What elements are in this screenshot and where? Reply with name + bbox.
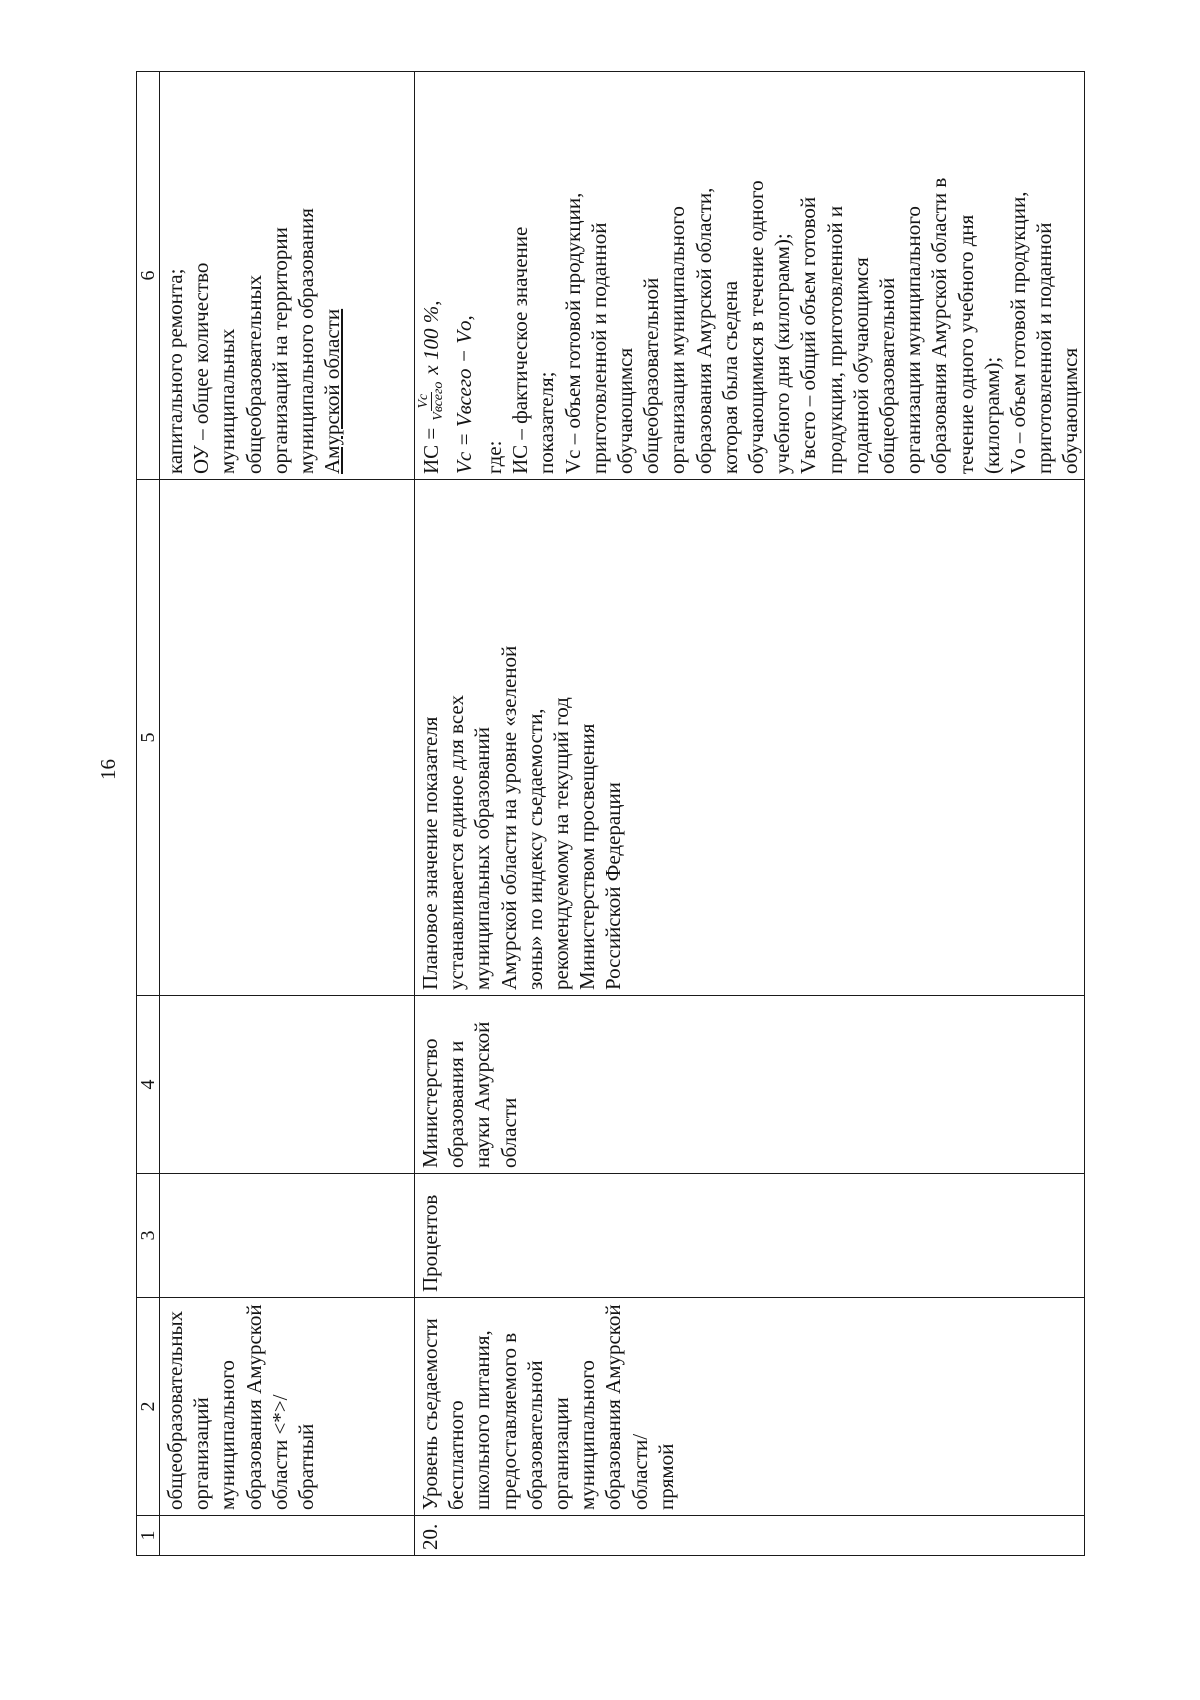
cell-number-empty [160, 1516, 415, 1556]
text-line: Vо – объем готовой продукции, [1006, 191, 1031, 474]
text-line: Плановое значение показателя [418, 716, 442, 990]
indicators-table [136, 71, 1085, 1556]
text-line: поданной обучающимся [848, 257, 873, 474]
text-line: ОУ – общее количество [189, 262, 214, 474]
formula-fraction [417, 380, 446, 423]
text-line: обучающимися в течение одного [744, 180, 769, 474]
formula-line-2: Vc = Vвсего − Vо, [452, 315, 476, 474]
text-line: которая была съедена [717, 280, 742, 474]
formula-lhs: ИС = [419, 427, 443, 474]
text-line: Министерством просвещения [575, 723, 600, 990]
column-number-4: 4 [137, 996, 160, 1174]
text-line: Vвсего – общий объем готовой [796, 196, 821, 474]
column-number-row [137, 72, 160, 1556]
text-line: бесплатного [444, 1400, 469, 1510]
text-line: организации муниципального [665, 206, 690, 474]
text-line: организаций [189, 1397, 214, 1510]
text-line: общеобразовательной [875, 277, 900, 474]
cell-indicator-name [415, 1298, 1085, 1516]
column-number-2: 2 [137, 1298, 160, 1516]
text-line: приготовленной и поданной [586, 222, 611, 474]
text-line: Амурской области [320, 308, 345, 474]
text-line: капитального ремонта; [163, 268, 187, 474]
text-line: общеобразовательных [163, 1310, 187, 1510]
text-line: организации [549, 1397, 574, 1510]
text-line: рекомендуемому на текущий год [549, 697, 574, 990]
text-line: Российской Федерации [601, 782, 626, 990]
text-line: устанавливается единое для всех [444, 695, 469, 990]
text-line: муниципальных [215, 328, 240, 474]
text-line: Уровень съедаемости [418, 1318, 442, 1510]
text-line: образования Амурской области в [927, 177, 952, 474]
row-number: 20. [415, 1516, 1085, 1556]
formula-rhs: x 100 %, [419, 300, 443, 375]
text-line: образования и [444, 1040, 469, 1168]
table-row-20 [415, 72, 1085, 1556]
text-line: ИС – фактическое значение [508, 226, 533, 474]
formula-index [417, 301, 446, 475]
formula-denominator: Vвсего [431, 381, 446, 421]
text-line: науки Амурской [470, 1021, 495, 1168]
text-line: образования Амурской [241, 1304, 266, 1510]
text-line: показателя; [534, 371, 559, 474]
text-line: Vc – объем готовой продукции, [560, 192, 585, 474]
text-line: муниципального образования [294, 208, 319, 474]
text-line: учебного дня (килограмм); [770, 233, 795, 474]
column-number-1: 1 [137, 1516, 160, 1556]
text-line: образования Амурской [601, 1304, 626, 1510]
column-number-3: 3 [137, 1174, 160, 1298]
table-row-continuation [160, 72, 415, 1556]
cell-unit: Процентов [415, 1174, 1085, 1298]
text-line: где: [482, 440, 506, 474]
text-line: прямой [653, 1443, 678, 1510]
cell-responsible [415, 996, 1085, 1174]
text-line: продукции, приготовленной и [822, 205, 847, 474]
text-line: предоставляемого в [496, 1332, 521, 1510]
text-line: (килограмм); [979, 356, 1004, 474]
text-line: муниципального [575, 1360, 600, 1510]
formula-line-1 [417, 77, 451, 474]
cell-indicator-continuation [160, 1298, 415, 1516]
text-line: Амурской области на уровне «зеленой [496, 645, 521, 990]
cell-responsible-empty [160, 996, 415, 1174]
text-line: общеобразовательных [241, 274, 266, 474]
text-line: муниципального [215, 1360, 240, 1510]
rotated-table-wrapper [136, 72, 1083, 1556]
column-number-6: 6 [137, 72, 160, 480]
text-line: Министерство [418, 1038, 442, 1168]
text-line: области [496, 1097, 521, 1168]
cell-plan-empty [160, 480, 415, 996]
text-line: образования Амурской области, [691, 187, 716, 474]
text-line: зоны» по индексу съедаемости, [522, 708, 547, 990]
column-number-5: 5 [137, 480, 160, 996]
text-line: общеобразовательной [639, 277, 664, 474]
text-line: области <*>/ [267, 1394, 292, 1510]
cell-calculation-method [415, 72, 1085, 480]
text-line: организации муниципального [901, 206, 926, 474]
text-line: школьного питания, [470, 1330, 495, 1510]
text-line: обучающимся [1058, 347, 1083, 474]
text-line: муниципальных образований [470, 727, 495, 990]
cell-unit-empty [160, 1174, 415, 1298]
cell-plan-value [415, 480, 1085, 996]
text-line: организаций на территории [267, 227, 292, 474]
text-line: обратный [294, 1423, 319, 1510]
cell-method-continuation [160, 72, 415, 480]
page-number: 16 [96, 759, 120, 780]
text-line: образовательной [522, 1360, 547, 1510]
text-line: течение одного учебного дня [953, 214, 978, 474]
text-line: области/ [627, 1433, 652, 1510]
text-line: приготовленной и поданной [1032, 222, 1057, 474]
text-line: обучающимся [613, 347, 638, 474]
formula-numerator: Vc [416, 393, 431, 409]
